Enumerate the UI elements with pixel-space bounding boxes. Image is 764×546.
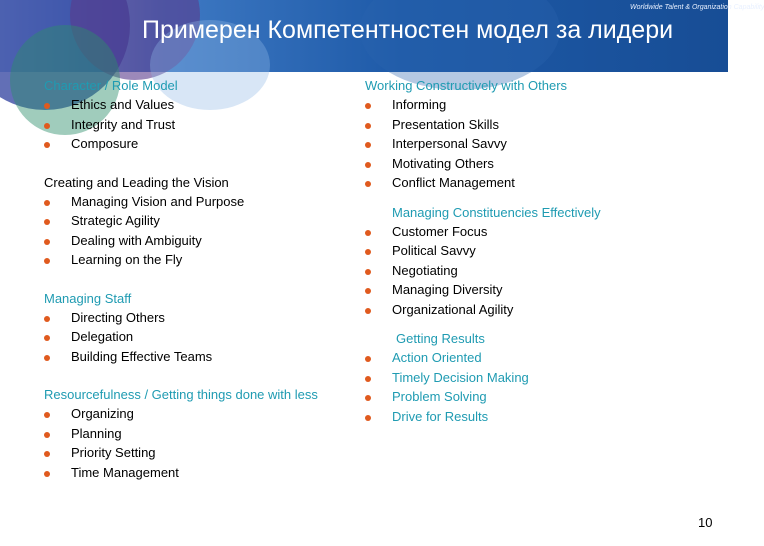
bullet-icon bbox=[44, 103, 50, 109]
bullet-icon bbox=[44, 432, 50, 438]
bullet-icon bbox=[365, 376, 371, 382]
bullet-icon bbox=[44, 335, 50, 341]
bullet-icon bbox=[44, 200, 50, 206]
list-item: Managing Diversity bbox=[365, 280, 710, 300]
list-item: Customer Focus bbox=[365, 222, 710, 242]
list-item: Strategic Agility bbox=[44, 211, 354, 231]
group-heading: Managing Constituencies Effectively bbox=[392, 204, 601, 220]
list-item: Presentation Skills bbox=[365, 115, 710, 135]
bullet-icon bbox=[365, 415, 371, 421]
bullet-icon bbox=[44, 412, 50, 418]
list-item: Managing Vision and Purpose bbox=[44, 192, 354, 212]
bullet-icon bbox=[365, 103, 371, 109]
bullet-icon bbox=[365, 142, 371, 148]
group-heading: Creating and Leading the Vision bbox=[44, 174, 229, 190]
list-item: Ethics and Values bbox=[44, 95, 354, 115]
bullet-icon bbox=[365, 308, 371, 314]
group-heading: Working Constructively with Others bbox=[365, 78, 568, 93]
bullet-icon bbox=[365, 181, 371, 187]
list-item: Political Savvy bbox=[365, 241, 710, 261]
list-item: Delegation bbox=[44, 327, 354, 347]
list-item: Planning bbox=[44, 424, 354, 444]
bullet-icon bbox=[365, 123, 371, 129]
bullet-icon bbox=[365, 249, 371, 255]
list-item: Integrity and Trust bbox=[44, 115, 354, 135]
bullet-icon bbox=[44, 316, 50, 322]
list-item: Informing bbox=[365, 95, 710, 115]
bullet-icon bbox=[365, 395, 371, 401]
group-heading: Resourcefulness / Getting things done with less bbox=[44, 387, 318, 402]
slide-header bbox=[0, 0, 764, 72]
bullet-icon bbox=[44, 219, 50, 225]
right-column bbox=[365, 76, 710, 426]
bullet-icon bbox=[365, 356, 371, 362]
group-heading: Character / Role Model bbox=[44, 78, 178, 93]
company-logo: Worldwide Talent & Organization Capability bbox=[630, 4, 764, 11]
list-item: Conflict Management bbox=[365, 173, 710, 193]
group-heading: Getting Results bbox=[396, 331, 485, 346]
list-item: Learning on the Fly bbox=[44, 250, 354, 270]
list-item: Problem Solving bbox=[365, 387, 710, 407]
list-item: Dealing with Ambiguity bbox=[44, 231, 354, 251]
bullet-icon bbox=[44, 142, 50, 148]
bullet-icon bbox=[44, 355, 50, 361]
bullet-icon bbox=[44, 239, 50, 245]
left-column bbox=[44, 76, 354, 482]
list-item: Priority Setting bbox=[44, 443, 354, 463]
list-item: Timely Decision Making bbox=[365, 368, 710, 388]
list-item: Organizational Agility bbox=[365, 300, 710, 320]
list-item: Motivating Others bbox=[365, 154, 710, 174]
list-item: Directing Others bbox=[44, 308, 354, 328]
list-item: Time Management bbox=[44, 463, 354, 483]
list-item: Negotiating bbox=[365, 261, 710, 281]
bullet-icon bbox=[44, 451, 50, 457]
list-item: Composure bbox=[44, 134, 354, 154]
slide-title: Примерен Компетентностен модел за лидери bbox=[142, 16, 674, 44]
bullet-icon bbox=[365, 162, 371, 168]
bullet-icon bbox=[44, 258, 50, 264]
list-item: Drive for Results bbox=[365, 407, 710, 427]
list-item: Organizing bbox=[44, 404, 354, 424]
list-item: Interpersonal Savvy bbox=[365, 134, 710, 154]
bullet-icon bbox=[365, 230, 371, 236]
bullet-icon bbox=[365, 288, 371, 294]
bullet-icon bbox=[365, 269, 371, 275]
list-item: Building Effective Teams bbox=[44, 347, 354, 367]
page-number: 10 bbox=[698, 515, 713, 530]
bullet-icon bbox=[44, 123, 50, 129]
list-item: Action Oriented bbox=[365, 348, 710, 368]
group-heading: Managing Staff bbox=[44, 290, 132, 306]
bullet-icon bbox=[44, 471, 50, 477]
